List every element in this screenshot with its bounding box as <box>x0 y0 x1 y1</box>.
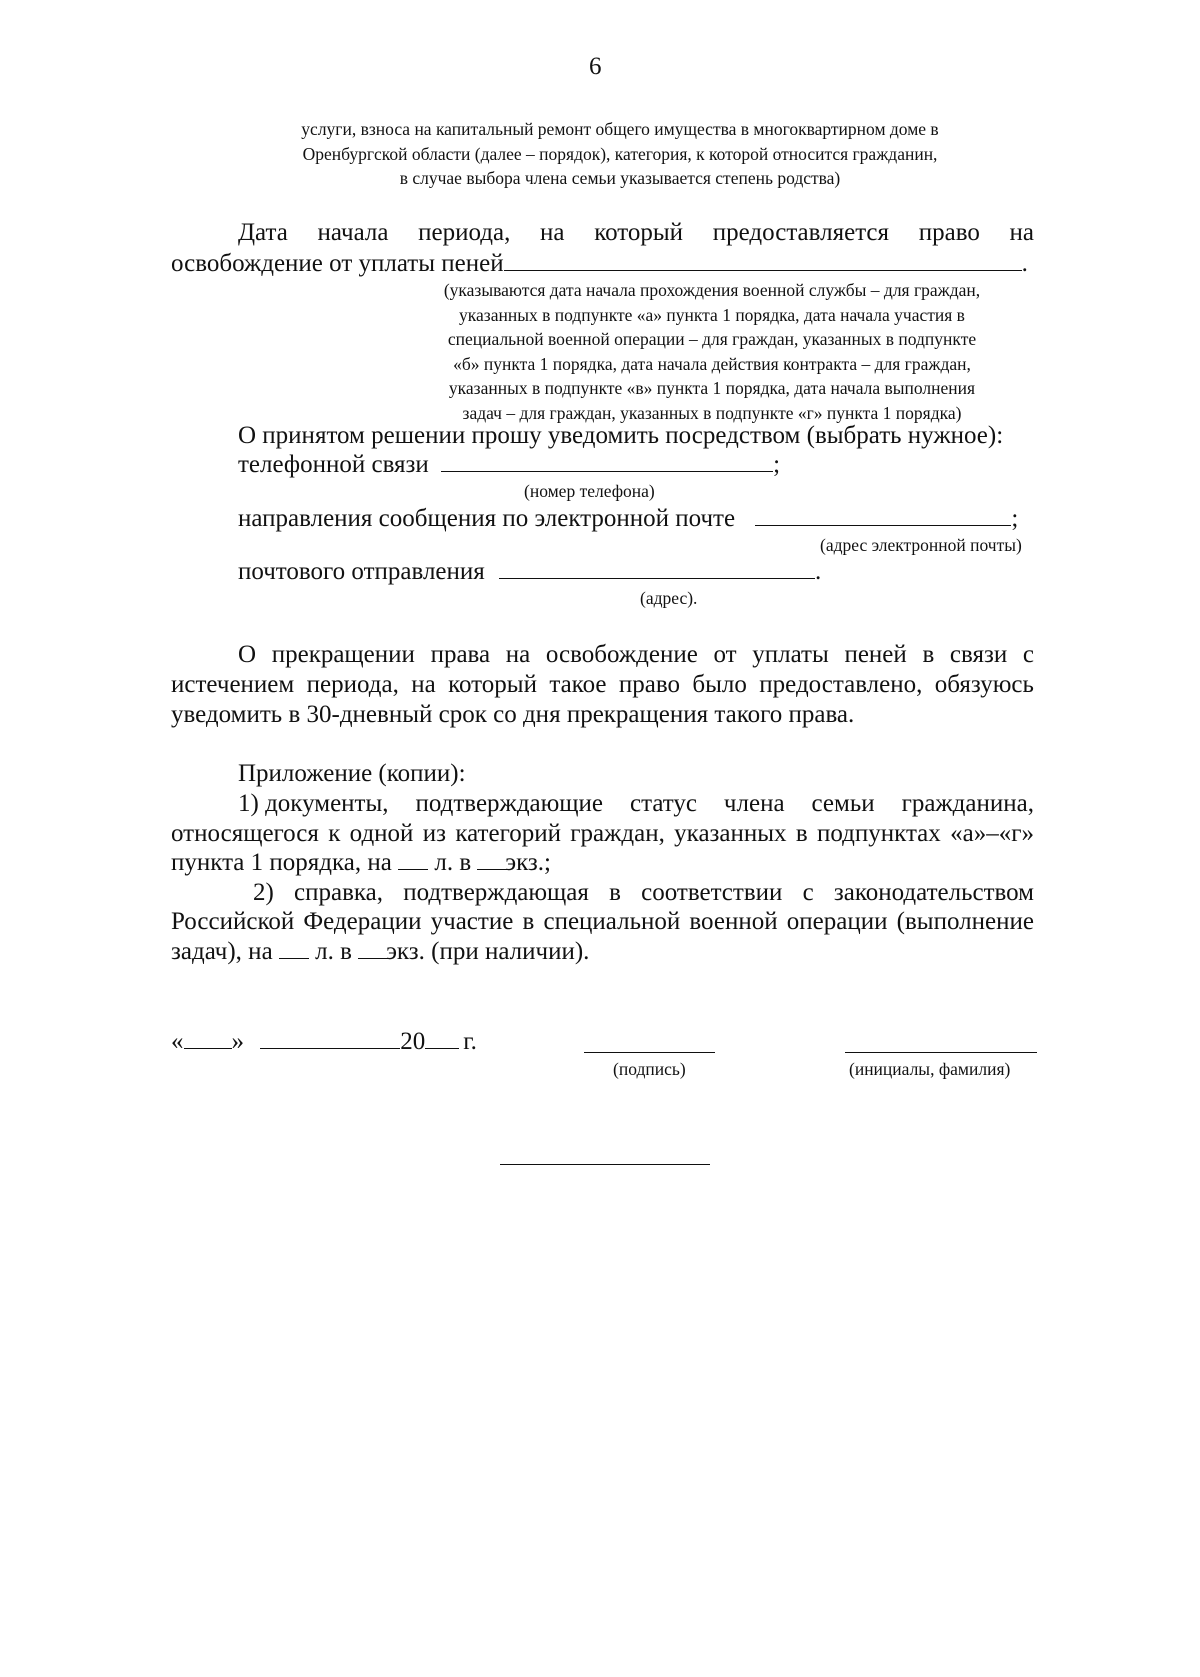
attachment-1-text: л. в <box>434 849 472 876</box>
word: истечением <box>171 671 295 698</box>
word: права <box>430 641 491 668</box>
word: Федерации <box>303 908 422 935</box>
attachment-2-line-3 <box>171 937 589 967</box>
notify-email-row <box>238 504 1018 534</box>
attachment-1-line-3 <box>171 848 551 878</box>
word: одной <box>349 820 414 847</box>
word: подтверждающая <box>403 879 589 906</box>
month-field[interactable] <box>260 1028 400 1049</box>
post-hint: (адрес). <box>640 588 698 608</box>
attachment-2-pages-field[interactable] <box>279 938 309 959</box>
phone-label: телефонной связи <box>238 451 429 478</box>
period-line-1 <box>238 218 1034 248</box>
word: такое <box>549 671 607 698</box>
word: гражданина, <box>901 790 1034 817</box>
name-line[interactable] <box>845 1052 1037 1053</box>
word: специальной <box>543 908 681 935</box>
period-line-2 <box>171 248 1028 279</box>
word: на <box>1009 219 1034 246</box>
attachment-2-line-1 <box>253 878 1034 908</box>
word: было <box>692 671 747 698</box>
phone-end: ; <box>773 451 781 478</box>
date-row <box>171 1027 477 1057</box>
word: граждан, <box>570 820 665 847</box>
email-field[interactable] <box>755 505 1011 526</box>
word: в <box>522 908 535 935</box>
word: с <box>802 879 814 906</box>
page-number: 6 <box>589 53 602 80</box>
period-date-field[interactable] <box>504 248 1022 271</box>
termination-line-2 <box>171 670 1034 700</box>
word: семьи <box>811 790 875 817</box>
period-note <box>392 278 1032 425</box>
word: Дата <box>238 219 288 246</box>
word: в <box>609 879 621 906</box>
word: из <box>422 820 447 847</box>
word: периода, <box>418 219 511 246</box>
word: члена <box>723 790 785 817</box>
word: справка, <box>294 879 384 906</box>
word: предоставлено, <box>759 671 923 698</box>
word: (выполнение <box>896 908 1034 935</box>
notify-post-row <box>238 557 821 587</box>
email-end: ; <box>1011 505 1019 532</box>
word: связи <box>949 641 1008 668</box>
word: пеней <box>844 641 907 668</box>
period-end: . <box>1021 250 1028 277</box>
word: освобождение <box>545 641 698 668</box>
word: «а»–«г» <box>950 820 1034 847</box>
word: военной <box>689 908 778 935</box>
attachment-1-line-1 <box>238 789 1034 819</box>
word: право <box>618 671 680 698</box>
word: 1) документы, <box>238 790 389 817</box>
word: на <box>411 671 436 698</box>
word: в <box>922 641 935 668</box>
year-suffix: г. <box>463 1028 477 1055</box>
attachment-2-text: задач), на <box>171 938 273 965</box>
word: 2) <box>253 879 274 906</box>
header-note-line: в случае выбора члена семьи указывается степень родства) <box>399 168 841 188</box>
word: подтверждающие <box>415 790 604 817</box>
attachment-1-text: экз.; <box>505 849 551 876</box>
attachments-heading: Приложение (копии): <box>238 760 466 787</box>
quote-close: » <box>231 1028 244 1055</box>
word: Российской <box>171 908 295 935</box>
word: О <box>238 641 257 668</box>
word: подпунктах <box>817 820 941 847</box>
word: законодательством <box>833 879 1034 906</box>
word: на <box>540 219 565 246</box>
day-field[interactable] <box>184 1028 232 1049</box>
word: статус <box>630 790 697 817</box>
word: указанных <box>674 820 787 847</box>
word: обязуюсь <box>934 671 1034 698</box>
word: в <box>795 820 808 847</box>
notify-phone-row <box>238 450 780 480</box>
word: соответствии <box>641 879 783 906</box>
attachment-2-line-2 <box>171 907 1034 937</box>
signature-line[interactable] <box>584 1052 715 1053</box>
period-note-line: указанных в подпункте «а» пункта 1 порядка, дата начала участия в <box>459 304 965 325</box>
word: право <box>918 219 980 246</box>
attachment-2-text: экз. (при наличии). <box>386 938 590 965</box>
word: который <box>448 671 537 698</box>
word: к <box>328 820 341 847</box>
word: уплаты <box>752 641 829 668</box>
header-note-line: услуги, взноса на капитальный ремонт общего имущества в многоквартирном доме в <box>301 119 939 139</box>
notify-heading: О принятом решении прошу уведомить посредством (выбрать нужное): <box>238 422 1004 449</box>
period-note-line: указанных в подпункте «в» пункта 1 порядка, дата начала выполнения <box>448 378 976 398</box>
period-label: освобождение от уплаты пеней <box>171 250 504 277</box>
word: на <box>505 641 531 668</box>
closing-divider <box>500 1164 710 1165</box>
year-field[interactable] <box>425 1028 459 1049</box>
email-label: направления сообщения по электронной почте <box>238 505 736 532</box>
attachment-2-text: л. в <box>315 938 352 965</box>
phone-field[interactable] <box>441 451 773 472</box>
period-note-line: специальной военной операции – для граждан, указанных в подпункте <box>447 329 977 349</box>
header-note <box>230 117 1010 191</box>
period-note-line: (указываются дата начала прохождения военной службы – для граждан, <box>443 280 981 300</box>
post-end: . <box>815 558 822 585</box>
year-prefix: 20 <box>400 1028 426 1055</box>
period-note-line: «б» пункта 1 порядка, дата начала действия контракта – для граждан, <box>453 353 971 374</box>
word: начала <box>317 219 389 246</box>
word: категорий <box>455 820 561 847</box>
termination-line-3: уведомить в 30-дневный срок со дня прекращения такого права. <box>171 701 855 728</box>
word: предоставляется <box>712 219 890 246</box>
termination-line-1 <box>238 640 1034 670</box>
name-hint: (инициалы, фамилия) <box>849 1059 1011 1079</box>
header-note-line: Оренбургской области (далее – порядок), категория, к которой относится гражданин, <box>302 143 938 164</box>
attachment-1-line-2 <box>171 819 1034 849</box>
signature-hint: (подпись) <box>613 1059 686 1079</box>
word: с <box>1022 641 1034 668</box>
word: относящегося <box>171 820 319 847</box>
phone-hint: (номер телефона) <box>524 481 655 501</box>
period-note-line: задач – для граждан, указанных в подпункте «г» пункта 1 порядка) <box>462 402 962 423</box>
word: от <box>713 641 737 668</box>
word: участие <box>430 908 514 935</box>
word: периода, <box>306 671 399 698</box>
word: прекращении <box>271 641 415 668</box>
quote-open: « <box>171 1028 184 1055</box>
email-hint: (адрес электронной почты) <box>820 535 1022 555</box>
post-address-field[interactable] <box>499 558 815 579</box>
post-label: почтового отправления <box>238 558 485 585</box>
word: который <box>594 219 684 246</box>
attachment-1-pages-field[interactable] <box>398 849 428 870</box>
attachment-1-text: пункта 1 порядка, на <box>171 849 392 876</box>
word: операции <box>786 908 888 935</box>
